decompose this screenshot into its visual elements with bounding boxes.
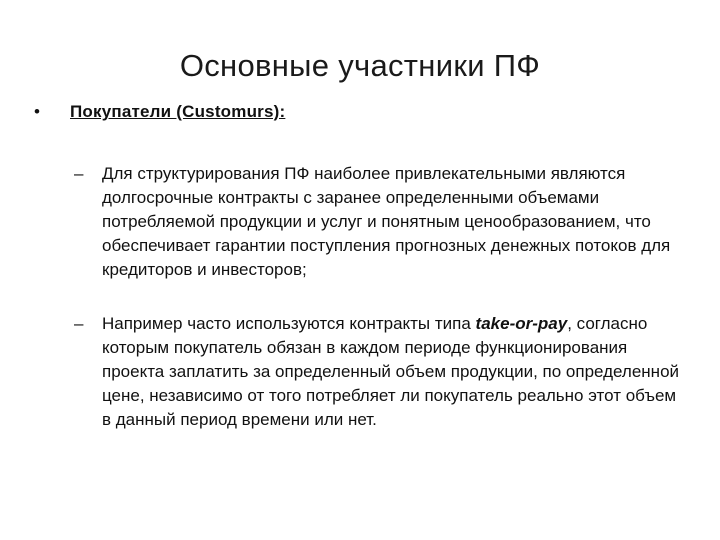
subpoint-1	[74, 162, 684, 282]
take-or-pay-emphasis: take-or-pay	[475, 314, 568, 333]
subpoint-2	[74, 312, 684, 432]
subpoint-2-text	[102, 312, 684, 432]
dash-marker: –	[74, 314, 84, 333]
slide-title: Основные участники ПФ	[179, 48, 541, 83]
bullet-heading: Покупатели (Customurs):	[70, 102, 286, 121]
subpoint-2-text-before: Например часто используются контракты типа	[102, 314, 476, 333]
subpoint-2-text-after: , согласно которым покупатель обязан в каждом периоде функционирования проекта заплатить за определенный объем продукции, по определенной цене, независимо от того потребляет ли покупатель реально этот объем в данный период времени или нет.	[102, 314, 680, 429]
subpoint-1-text: Для структурирования ПФ наиболее привлекательными являются долгосрочные контракты с заранее определенными объемами потребляемой продукции и услуг и понятным ценообразованием, что обеспечивает гарантии поступления прогнозных денежных потоков для кредиторов и инвесторов;	[102, 164, 671, 279]
dash-marker: –	[74, 164, 84, 183]
bullet-item	[34, 102, 285, 122]
bullet-marker: •	[34, 102, 40, 121]
